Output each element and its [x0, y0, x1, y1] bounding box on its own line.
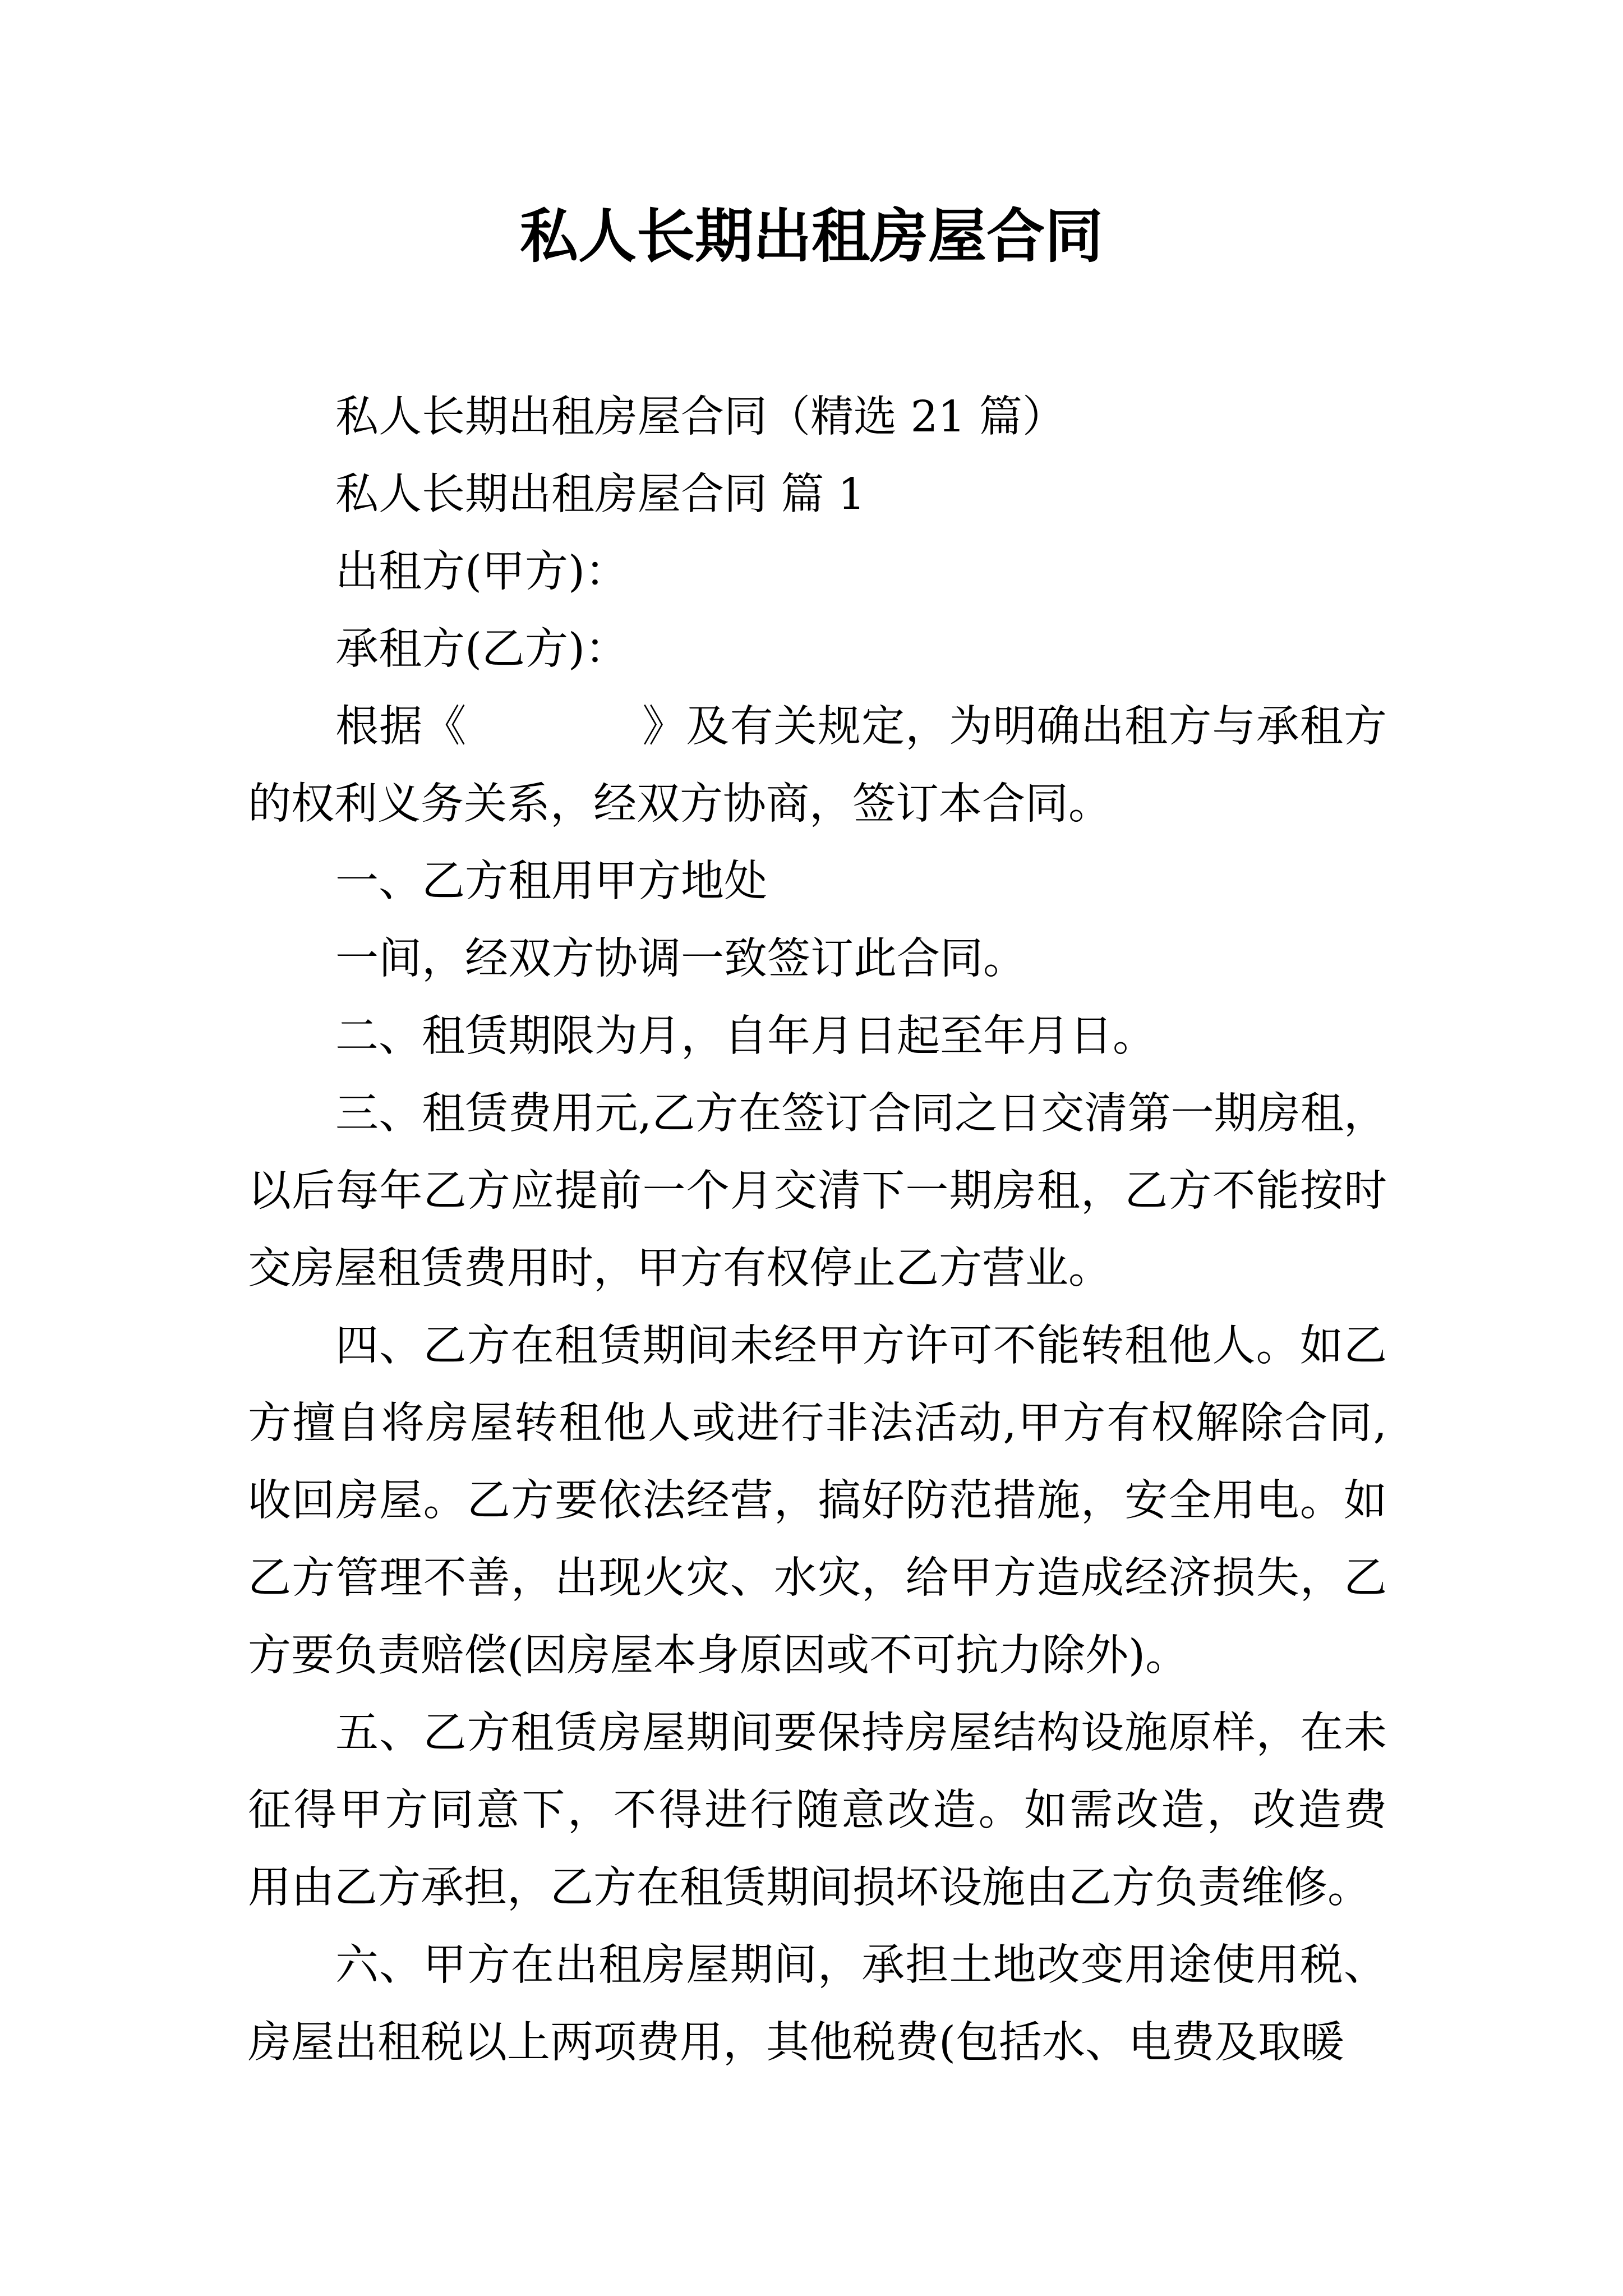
paragraph-line: 一、乙方租用甲方地处 [335, 857, 767, 907]
paragraph-line: 五、乙方租赁房屋期间要保持房屋结构设施原样，在未 [335, 1708, 1387, 1758]
paragraph [248, 843, 1387, 921]
document-body [248, 379, 1387, 2082]
paragraph-line: 一间，经双方协调一致签订此合同。 [335, 934, 1026, 984]
paragraph [248, 688, 1387, 843]
paragraph-line: 交房屋租赁费用时，甲方有权停止乙方营业。 [248, 1244, 1112, 1294]
paragraph-line: 房屋出租税以上两项费用，其他税费(包括水、电费及取暖 [248, 2018, 1345, 2068]
paragraph [248, 1308, 1387, 1695]
paragraph-line: 六、甲方在出租房屋期间，承担土地改变用途使用税、 [335, 1940, 1387, 1990]
paragraph [248, 611, 1387, 688]
paragraph-line: 方擅自将房屋转租他人或进行非法活动,甲方有权解除合同, [248, 1398, 1387, 1448]
paragraph-line: 私人长期出租房屋合同（精选 21 篇） [335, 392, 1066, 442]
paragraph-line: 三、租赁费用元,乙方在签订合同之日交清第一期房租， [335, 1089, 1387, 1139]
paragraph-line: 的权利义务关系，经双方协商，签订本合同。 [248, 779, 1112, 829]
paragraph-line: 乙方管理不善，出现火灾、水灾，给甲方造成经济损失，乙 [248, 1553, 1387, 1603]
paragraph-line: 方要负责赔偿(因房屋本身原因或不可抗力除外)。 [248, 1631, 1189, 1681]
paragraph [248, 456, 1387, 533]
document-title: 私人长期出租房屋合同 [519, 201, 1103, 270]
paragraph-line: 承租方(乙方)： [335, 624, 629, 674]
paragraph-line: 四、乙方在租赁期间未经甲方许可不能转租他人。如乙 [335, 1321, 1387, 1371]
paragraph-line: 征得甲方同意下，不得进行随意改造。如需改造，改造费 [248, 1786, 1387, 1835]
paragraph [248, 921, 1387, 998]
paragraph-line: 私人长期出租房屋合同 篇 1 [335, 470, 865, 519]
paragraph [248, 998, 1387, 1075]
paragraph-line: 根据《 》及有关规定，为明确出租方与承租方 [335, 702, 1387, 752]
paragraph [248, 1075, 1387, 1308]
paragraph-line: 以后每年乙方应提前一个月交清下一期房租，乙方不能按时 [248, 1166, 1387, 1216]
paragraph [248, 1695, 1387, 1927]
paragraph-line: 收回房屋。乙方要依法经营，搞好防范措施，安全用电。如 [248, 1476, 1387, 1526]
paragraph [248, 533, 1387, 611]
paragraph-line: 出租方(甲方)： [335, 547, 629, 597]
paragraph [248, 1927, 1387, 2082]
paragraph-line: 用由乙方承担，乙方在租赁期间损坏设施由乙方负责维修。 [248, 1863, 1371, 1913]
paragraph-line: 二、租赁期限为月，自年月日起至年月日。 [335, 1011, 1156, 1061]
paragraph [248, 379, 1387, 456]
